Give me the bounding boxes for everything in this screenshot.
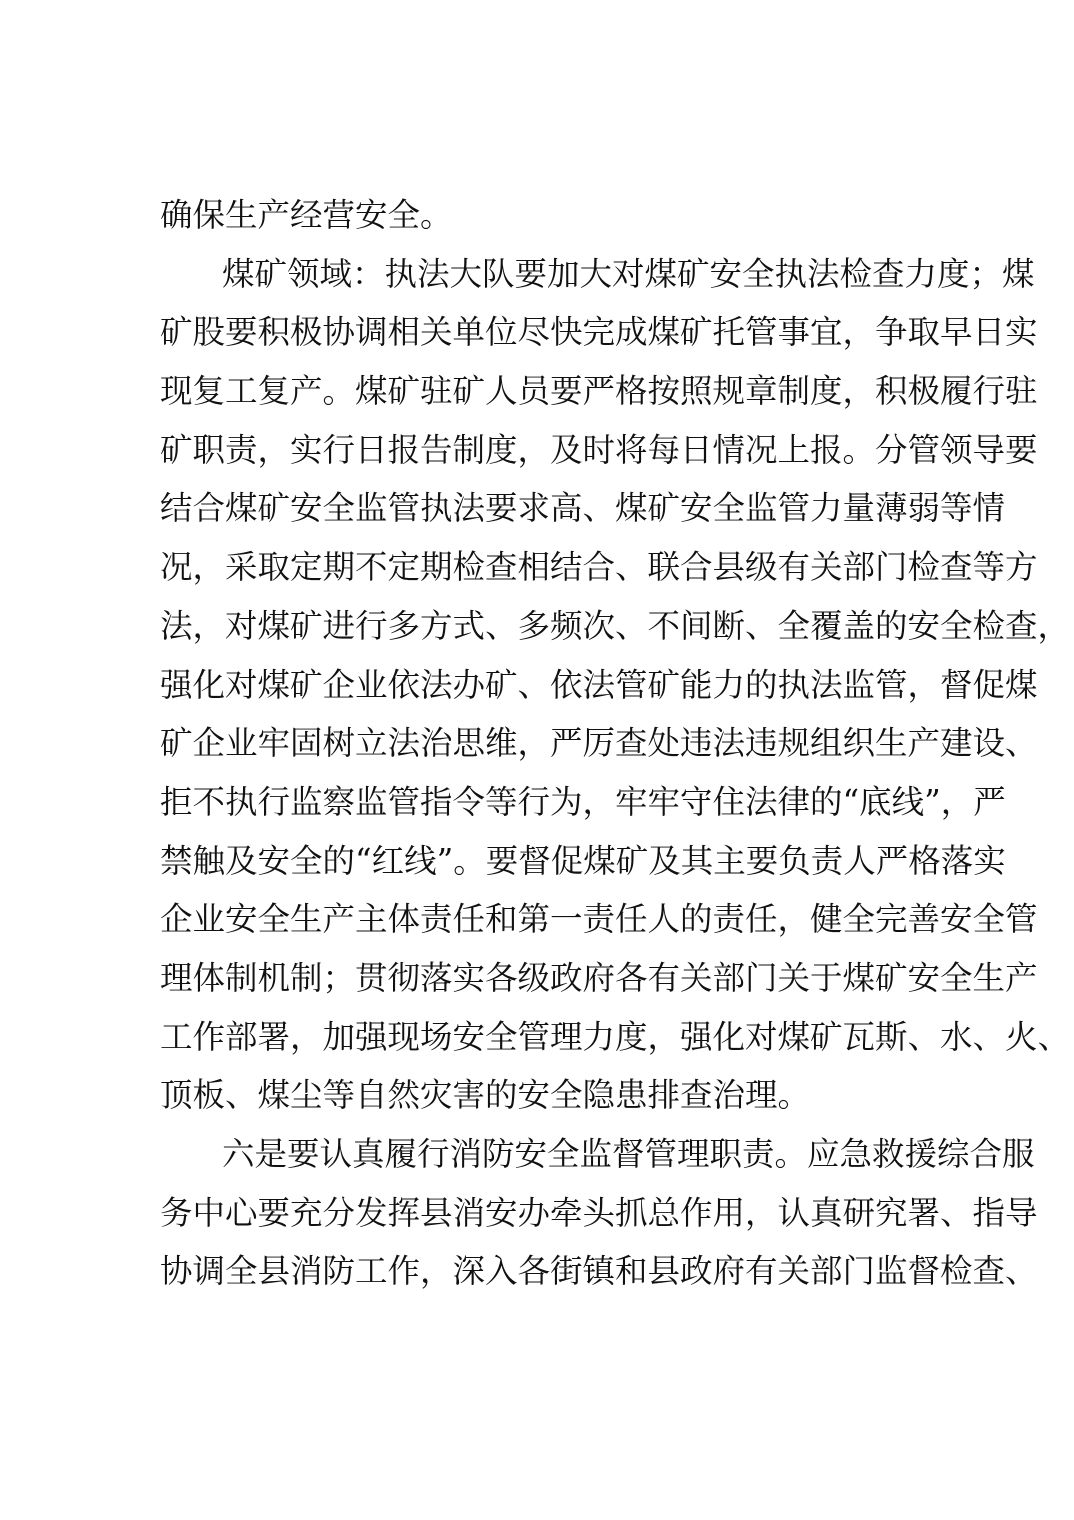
text-line: 务中心要充分发挥县消安办牵头抓总作用，认真研究署、指导: [160, 1193, 1038, 1232]
paragraph-coal-mining-start: 煤矿领域：执法大队要加大对煤矿安全执法检查力度；煤: [222, 254, 1035, 293]
text-line: 理体制机制；贯彻落实各级政府各有关部门关于煤矿安全生产: [160, 958, 1038, 997]
text-line: 矿股要积极协调相关单位尽快完成煤矿托管事宜，争取早日实: [160, 313, 1038, 352]
text-line: 况，采取定期不定期检查相结合、联合县级有关部门检查等方: [160, 548, 1038, 587]
text-line: 拒不执行监察监管指令等行为，牢牢守住法律的“底线”，严: [160, 782, 1006, 821]
text-line: 矿企业牢固树立法治思维，严厉查处违法违规组织生产建设、: [160, 724, 1038, 763]
text-line: 强化对煤矿企业依法办矿、依法管矿能力的执法监管，督促煤: [160, 665, 1038, 704]
text-line: 顶板、煤尘等自然灾害的安全隐患排查治理。: [160, 1076, 811, 1115]
text-line: 确保生产经营安全。: [160, 196, 453, 234]
text-line: 协调全县消防工作，深入各街镇和县政府有关部门监督检查、: [160, 1252, 1038, 1291]
text-line: 现复工复产。煤矿驻矿人员要严格按照规章制度，积极履行驻: [160, 372, 1038, 411]
document-body: [160, 186, 1071, 1301]
text-line: 工作部署，加强现场安全管理力度，强化对煤矿瓦斯、水、火、: [160, 1017, 1071, 1056]
text-line: 法，对煤矿进行多方式、多频次、不间断、全覆盖的安全检查，: [160, 606, 1071, 645]
paragraph-fire-safety-start: 六是要认真履行消防安全监督管理职责。应急救援综合服: [222, 1135, 1035, 1173]
text-line: 企业安全生产主体责任和第一责任人的责任，健全完善安全管: [160, 900, 1038, 939]
text-line: 结合煤矿安全监管执法要求高、煤矿安全监管力量薄弱等情: [160, 489, 1006, 528]
text-line: 矿职责，实行日报告制度，及时将每日情况上报。分管领导要: [160, 430, 1038, 469]
text-line: 禁触及安全的“红线”。要督促煤矿及其主要负责人严格落实: [160, 841, 1006, 880]
